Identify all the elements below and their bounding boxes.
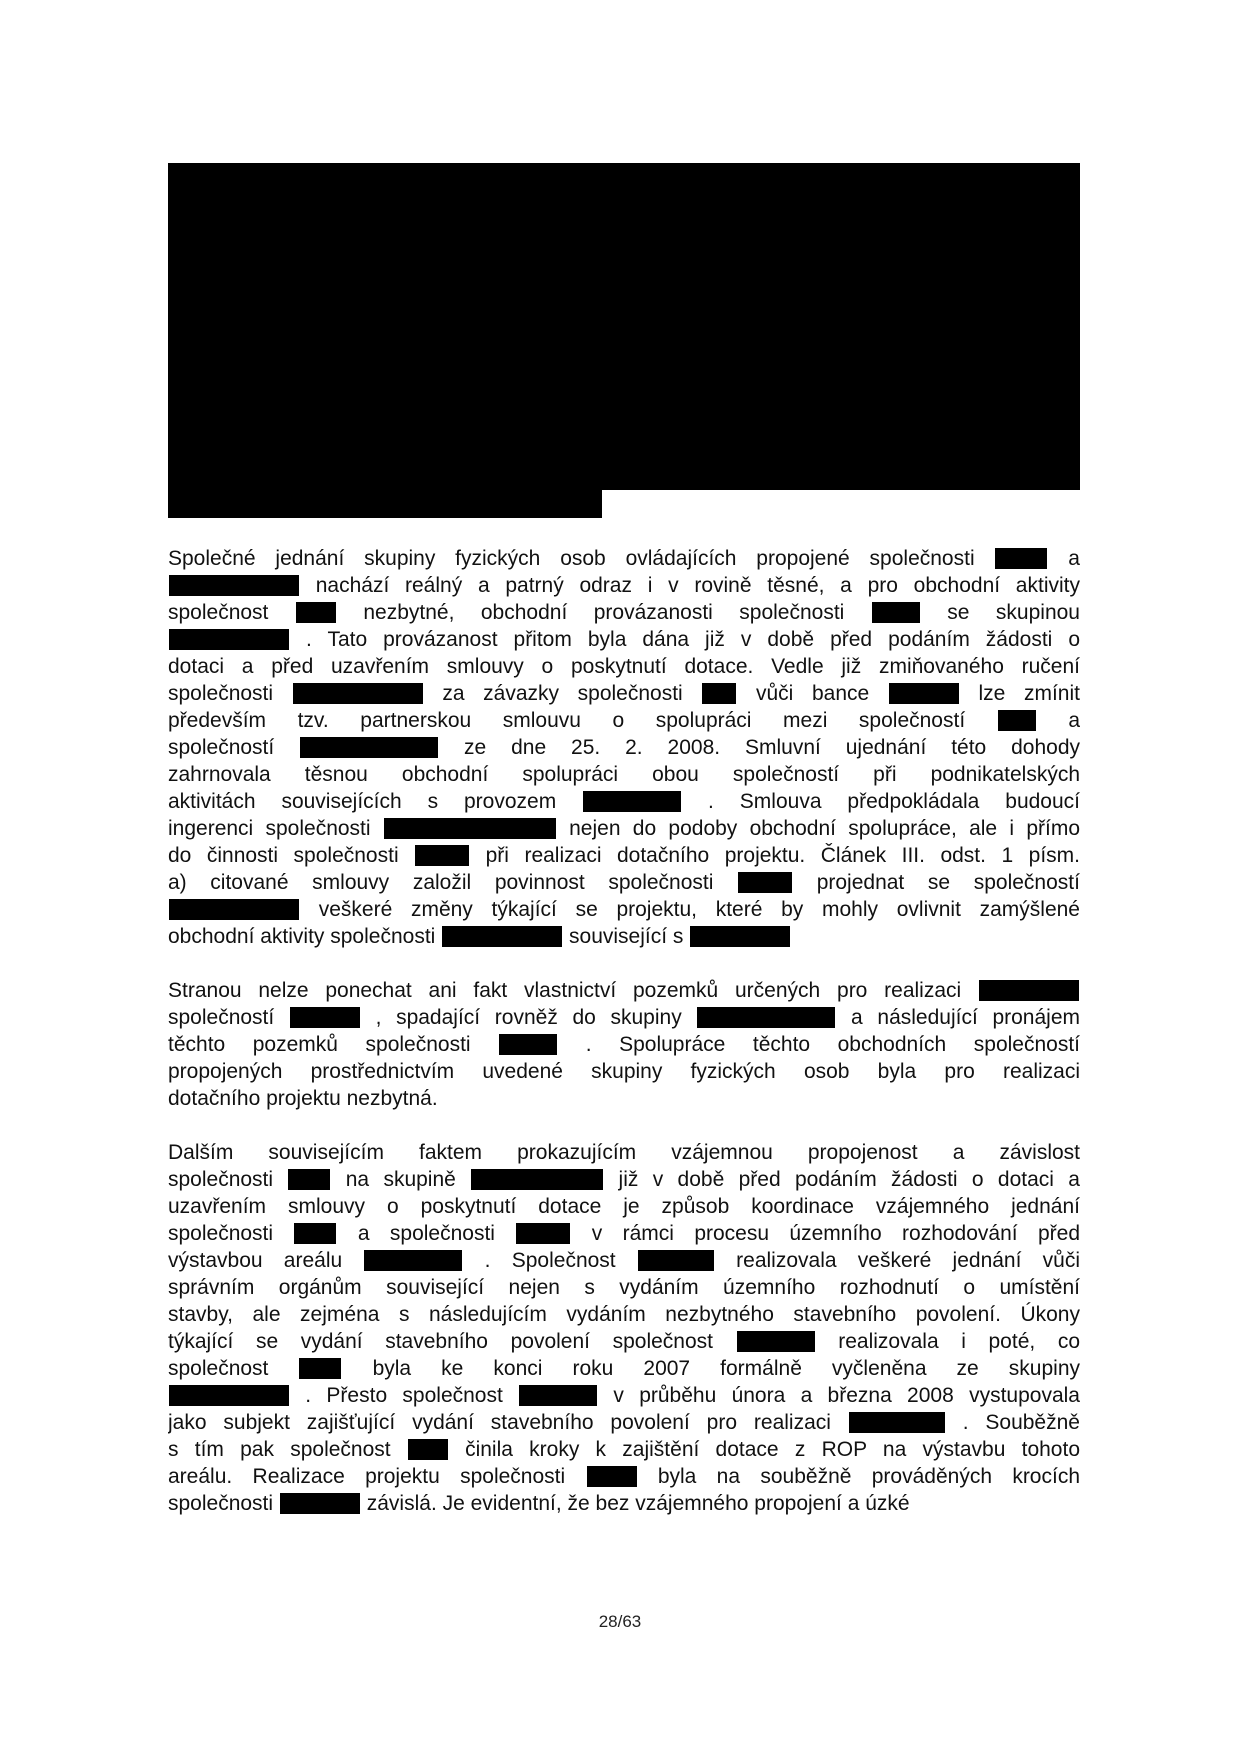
text-run: především tzv. partnerskou smlouvu o spolupráci mezi společností — [168, 709, 966, 732]
text-run: nachází reálný a patrný odraz i v rovině těsné, a pro obchodní aktivity — [315, 574, 1080, 597]
text-run: Společné jednání skupiny fyzických osob ovládajících propojené společnosti — [168, 547, 975, 570]
redaction-bar — [690, 926, 790, 947]
text-run: dotačního projektu nezbytná. — [168, 1087, 438, 1110]
text-line — [168, 599, 1080, 626]
redaction-bar — [169, 1385, 289, 1406]
text-run: s tím pak společnost — [168, 1438, 391, 1461]
text-line — [168, 1085, 1080, 1112]
text-run: v rámci procesu územního rozhodování před — [591, 1222, 1080, 1245]
redaction-bar — [995, 548, 1047, 569]
text-run: Stranou nelze ponechat ani fakt vlastnictví pozemků určených pro realizaci — [168, 979, 962, 1002]
text-run: byla ke konci roku 2007 formálně vyčleněna ze skupiny — [372, 1357, 1080, 1380]
text-run: související s — [569, 925, 684, 948]
text-run: . Souběžně — [962, 1411, 1080, 1434]
redaction-bar — [169, 575, 299, 596]
text-run: na skupině — [345, 1168, 456, 1191]
text-run: společnost — [168, 601, 269, 624]
text-run: areálu. Realizace projektu společnosti — [168, 1465, 566, 1488]
text-run: Dalším souvisejícím faktem prokazujícím vzájemnou propojenost a závislost — [168, 1141, 1080, 1164]
redaction-bar — [849, 1412, 945, 1433]
text-run: projednat se společností — [816, 871, 1080, 894]
text-line — [168, 761, 1080, 788]
text-run: a následující pronájem — [851, 1006, 1080, 1029]
text-line — [168, 869, 1080, 896]
text-run: . Smlouva předpokládala budoucí — [708, 790, 1080, 813]
text-run: ingerenci společnosti — [168, 817, 371, 840]
text-run: realizovala veškeré jednání vůči — [736, 1249, 1080, 1272]
text-run: uzavřením smlouvy o poskytnutí dotace je způsob koordinace vzájemného jednání — [168, 1195, 1080, 1218]
redaction-bar — [169, 629, 289, 650]
text-run: nejen do podoby obchodní spolupráce, ale i přímo — [569, 817, 1080, 840]
redaction-bar — [697, 1007, 835, 1028]
paragraph — [168, 545, 1080, 950]
text-run: v průběhu února a března 2008 vystupovala — [613, 1384, 1080, 1407]
text-line — [168, 1409, 1080, 1436]
text-line — [168, 1328, 1080, 1355]
text-line — [168, 977, 1080, 1004]
paragraph — [168, 1139, 1080, 1517]
text-run: vůči bance — [756, 682, 870, 705]
text-line — [168, 1166, 1080, 1193]
text-line — [168, 1247, 1080, 1274]
text-run: společností — [168, 1006, 275, 1029]
redaction-bar — [738, 872, 792, 893]
text-run: společnosti — [168, 1492, 274, 1515]
text-run: . Spolupráce těchto obchodních společností — [585, 1033, 1080, 1056]
text-run: zahrnovala těsnou obchodní spolupráci obou společností při podnikatelských — [168, 763, 1080, 786]
text-run: ze dne 25. 2. 2008. Smluvní ujednání této dohody — [464, 736, 1080, 759]
text-line — [168, 842, 1080, 869]
redacted-top-block — [168, 163, 1080, 490]
text-run: dotaci a před uzavřením smlouvy o poskytnutí dotace. Vedle již zmiňovaného ručení — [168, 655, 1080, 678]
redaction-bar — [471, 1169, 603, 1190]
text-line — [168, 626, 1080, 653]
text-line — [168, 1463, 1080, 1490]
page-number: 28/63 — [598, 1612, 642, 1631]
text-run: a — [1068, 709, 1080, 732]
text-run: nezbytné, obchodní provázanosti společnosti — [363, 601, 845, 624]
text-run: společnosti — [168, 682, 274, 705]
redaction-bar — [979, 980, 1079, 1001]
redaction-bar — [516, 1223, 570, 1244]
redaction-bar — [288, 1169, 330, 1190]
text-line — [168, 734, 1080, 761]
text-run: . Společnost — [484, 1249, 616, 1272]
text-run: se skupinou — [947, 601, 1080, 624]
redaction-bar — [169, 899, 299, 920]
redaction-bar — [300, 737, 438, 758]
text-run: a — [1068, 547, 1080, 570]
text-run: při realizaci dotačního projektu. Článek III. odst. 1 písm. — [485, 844, 1080, 867]
text-run: , spadající rovněž do skupiny — [375, 1006, 682, 1029]
text-line — [168, 545, 1080, 572]
text-run: . Přesto společnost — [305, 1384, 503, 1407]
text-line — [168, 1436, 1080, 1463]
text-line — [168, 896, 1080, 923]
text-line — [168, 815, 1080, 842]
redaction-bar — [587, 1466, 637, 1487]
text-line — [168, 1490, 1080, 1517]
redaction-bar — [583, 791, 681, 812]
redaction-bar — [499, 1034, 557, 1055]
text-run: byla na souběžně prováděných krocích — [657, 1465, 1080, 1488]
text-run: těchto pozemků společnosti — [168, 1033, 471, 1056]
text-line — [168, 1274, 1080, 1301]
text-run: výstavbou areálu — [168, 1249, 343, 1272]
paragraph — [168, 977, 1080, 1112]
text-line — [168, 1301, 1080, 1328]
text-run: činila kroky k zajištění dotace z ROP na výstavbu tohoto — [465, 1438, 1080, 1461]
text-run: aktivitách souvisejících s provozem — [168, 790, 557, 813]
text-run: a) citované smlouvy založil povinnost společnosti — [168, 871, 714, 894]
redaction-bar — [415, 845, 469, 866]
text-run: společností — [168, 736, 275, 759]
redaction-bar — [408, 1439, 448, 1460]
document-body — [168, 545, 1080, 1544]
redaction-bar — [290, 1007, 360, 1028]
redaction-bar — [293, 683, 423, 704]
text-run: již v době před podáním žádosti o dotaci a — [618, 1168, 1080, 1191]
text-run: realizovala i poté, co — [838, 1330, 1080, 1353]
redacted-top-block-tail — [168, 488, 602, 518]
text-run: společnost — [168, 1357, 269, 1380]
text-line — [168, 653, 1080, 680]
text-line — [168, 1220, 1080, 1247]
text-run: do činnosti společnosti — [168, 844, 399, 867]
text-run: stavby, ale zejména s následujícím vydáním nezbytného stavebního povolení. Úkony — [168, 1303, 1080, 1326]
text-line — [168, 1139, 1080, 1166]
text-run: závislá. Je evidentní, že bez vzájemného propojení a úzké — [366, 1492, 910, 1515]
text-line — [168, 923, 1080, 950]
redaction-bar — [702, 683, 736, 704]
text-line — [168, 1355, 1080, 1382]
redaction-bar — [384, 818, 556, 839]
text-line — [168, 788, 1080, 815]
text-run: obchodní aktivity společnosti — [168, 925, 436, 948]
text-run: správním orgánům související nejen s vydáním územního rozhodnutí o umístění — [168, 1276, 1080, 1299]
text-run: společnosti — [168, 1222, 274, 1245]
redaction-bar — [294, 1223, 336, 1244]
redaction-bar — [998, 710, 1036, 731]
redaction-bar — [519, 1385, 597, 1406]
text-line — [168, 1193, 1080, 1220]
text-run: propojených prostřednictvím uvedené skupiny fyzických osob byla pro realizaci — [168, 1060, 1080, 1083]
text-run: a společnosti — [357, 1222, 495, 1245]
text-line — [168, 680, 1080, 707]
text-run: týkající se vydání stavebního povolení společnost — [168, 1330, 713, 1353]
redaction-bar — [299, 1358, 341, 1379]
text-line — [168, 707, 1080, 734]
redaction-bar — [364, 1250, 462, 1271]
text-run: . Tato provázanost přitom byla dána již v době před podáním žádosti o — [306, 628, 1080, 651]
text-line — [168, 572, 1080, 599]
text-line — [168, 1004, 1080, 1031]
text-run: lze zmínit — [978, 682, 1080, 705]
text-run: veškeré změny týkající se projektu, které by mohly ovlivnit zamýšlené — [318, 898, 1080, 921]
text-line — [168, 1031, 1080, 1058]
redaction-bar — [889, 683, 959, 704]
redaction-bar — [280, 1493, 360, 1514]
redaction-bar — [737, 1331, 815, 1352]
text-line — [168, 1058, 1080, 1085]
text-run: za závazky společnosti — [442, 682, 683, 705]
redaction-bar — [442, 926, 562, 947]
redaction-bar — [296, 602, 336, 623]
redaction-bar — [638, 1250, 714, 1271]
text-run: jako subjekt zajišťující vydání stavebního povolení pro realizaci — [168, 1411, 831, 1434]
text-line — [168, 1382, 1080, 1409]
redaction-bar — [872, 602, 920, 623]
text-run: společnosti — [168, 1168, 274, 1191]
